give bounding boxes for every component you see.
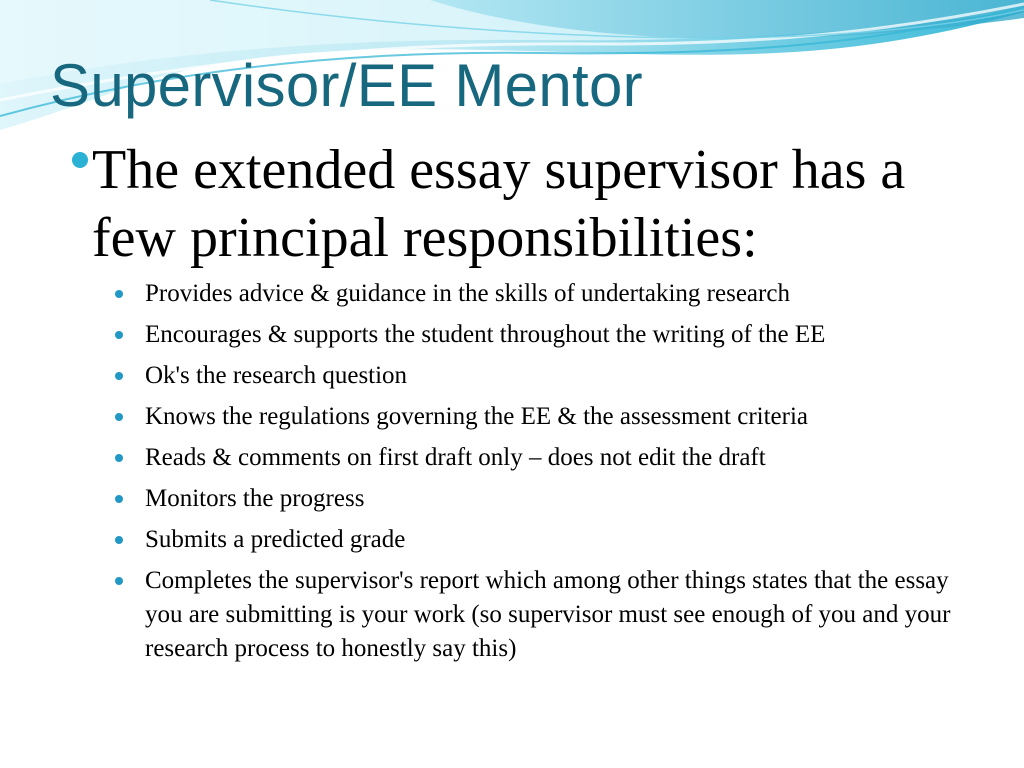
list-item-text: Monitors the progress	[145, 485, 365, 512]
bullet-dot-icon	[115, 454, 123, 462]
list-item-text: Encourages & supports the student throughout the writing of the EE	[145, 321, 826, 348]
list-item-text: Provides advice & guidance in the skills of undertaking research	[145, 280, 790, 307]
bullet-dot-icon	[115, 331, 123, 339]
list-item-text: Reads & comments on first draft only – does not edit the draft	[145, 444, 766, 471]
list-item	[112, 441, 982, 475]
list-item-text: Completes the supervisor's report which among other things states that the essay you are submitting is your work (so supervisor must see enough of you and your research process to honestly say this)	[145, 567, 951, 662]
bullet-dot-icon	[115, 372, 123, 380]
bullet-dot-icon	[115, 290, 123, 298]
list-item	[112, 277, 982, 311]
list-item	[112, 318, 982, 352]
responsibilities-list	[112, 277, 982, 673]
list-item	[112, 523, 982, 557]
bullet-dot-icon	[115, 413, 123, 421]
bullet-dot-icon	[72, 152, 88, 168]
main-bullet-point	[72, 136, 962, 272]
list-item-text: Ok's the research question	[145, 362, 408, 389]
list-item	[112, 359, 982, 393]
main-point-text: The extended essay supervisor has a few principal responsibilities:	[92, 139, 906, 269]
list-item	[112, 400, 982, 434]
slide-title: Supervisor/EE Mentor	[50, 52, 643, 119]
list-item-text: Submits a predicted grade	[145, 526, 406, 553]
bullet-dot-icon	[115, 495, 123, 503]
bullet-dot-icon	[115, 577, 123, 585]
bullet-dot-icon	[115, 536, 123, 544]
list-item	[112, 564, 982, 666]
list-item	[112, 482, 982, 516]
list-item-text: Knows the regulations governing the EE & the assessment criteria	[145, 403, 809, 430]
